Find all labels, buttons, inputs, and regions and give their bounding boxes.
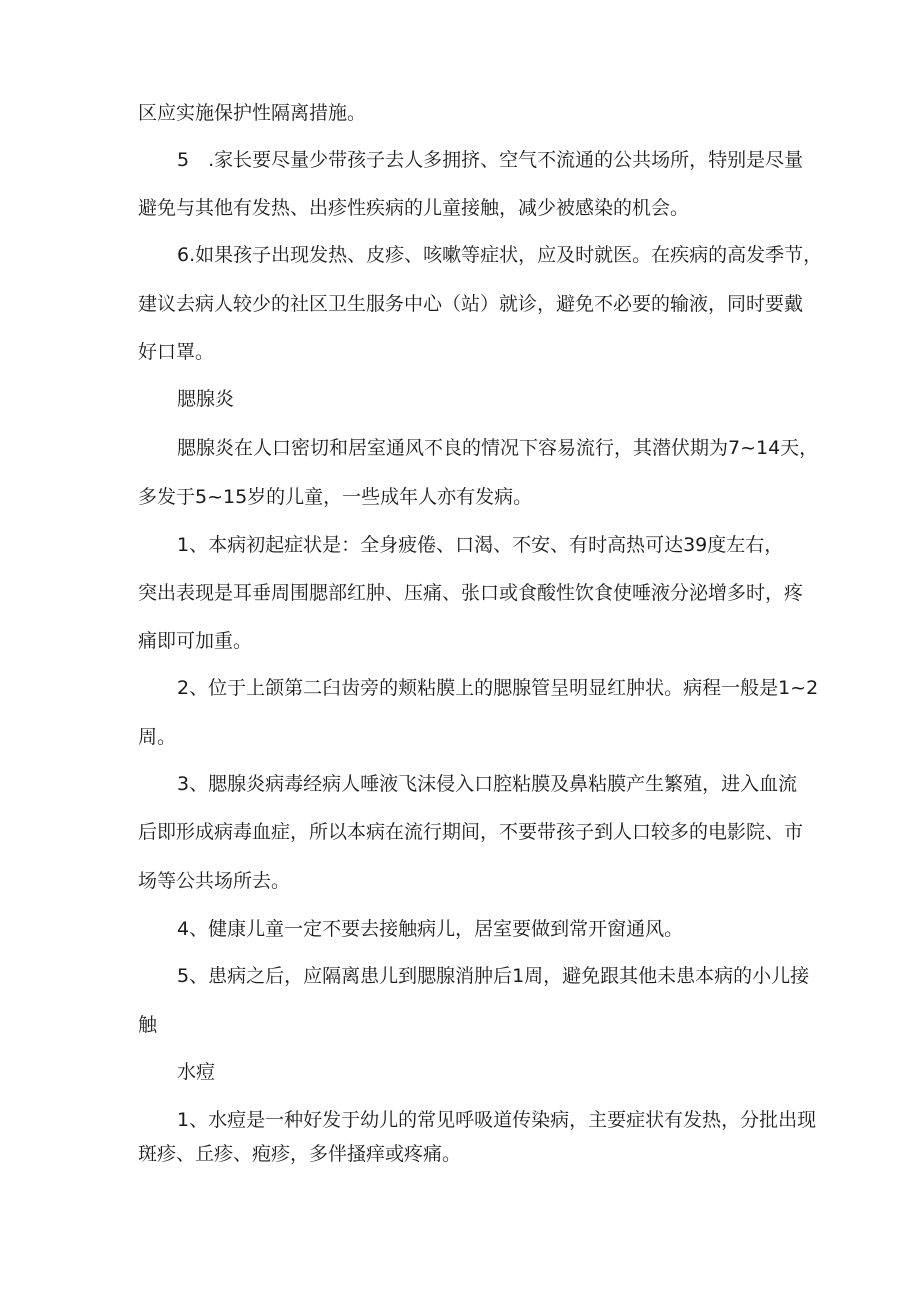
text-line: 5、患病之后，应隔离患儿到腮腺消肿后1周，避免跟其他未患本病的小儿接 <box>177 965 810 987</box>
text-line: 后即形成病毒血症，所以本病在流行期间，不要带孩子到人口较多的电影院、市 <box>138 821 804 843</box>
text-line: 2、位于上颌第二臼齿旁的颊粘膜上的腮腺管呈明显红肿状。病程一般是1~2 <box>177 677 819 699</box>
section-heading: 水痘 <box>177 1061 216 1083</box>
text-line: 周。 <box>138 726 177 748</box>
text-line: 建议去病人较少的社区卫生服务中心（站）就诊，避免不必要的输液，同时要戴 <box>138 293 804 315</box>
text-line: 1、本病初起症状是：全身疲倦、口渴、不安、有时高热可达39度左右， <box>177 534 784 556</box>
text-line: 1、水痘是一种好发于幼儿的常见呼吸道传染病，主要症状有发热，分批出现 <box>177 1109 817 1131</box>
text-line: 区应实施保护性隔离措施。 <box>138 102 367 124</box>
text-line: 6.如果孩子出现发热、皮疹、咳嗽等症状，应及时就医。在疾病的高发季节， <box>177 244 823 266</box>
text-line: 场等公共场所去。 <box>138 870 291 892</box>
text-line: 4、健康儿童一定不要去接触病儿，居室要做到常开窗通风。 <box>177 918 684 940</box>
section-heading: 腮腺炎 <box>177 388 235 410</box>
text-line: 3、腮腺炎病毒经病人唾液飞沫侵入口腔粘膜及鼻粘膜产生繁殖，进入血流 <box>177 773 798 795</box>
text-line: 痛即可加重。 <box>138 630 253 652</box>
text-line: 斑疹、丘疹、疱疹，多伴搔痒或疼痛。 <box>138 1143 462 1165</box>
text-line: 突出表现是耳垂周围腮部红肿、压痛、张口或食酸性饮食使唾液分泌增多时，疼 <box>138 582 804 604</box>
text-line: 避免与其他有发热、出疹性疾病的儿童接触，减少被感染的机会。 <box>138 197 690 219</box>
text-line: 好口罩。 <box>138 341 215 363</box>
text-line: 多发于5~15岁的儿童，一些成年人亦有发病。 <box>138 486 533 508</box>
text-line: 触 <box>138 1014 158 1036</box>
text-line: 5 .家长要尽量少带孩子去人多拥挤、空气不流通的公共场所，特别是尽量 <box>177 149 804 171</box>
text-line: 腮腺炎在人口密切和居室通风不良的情况下容易流行，其潜伏期为7~14天， <box>177 437 819 459</box>
